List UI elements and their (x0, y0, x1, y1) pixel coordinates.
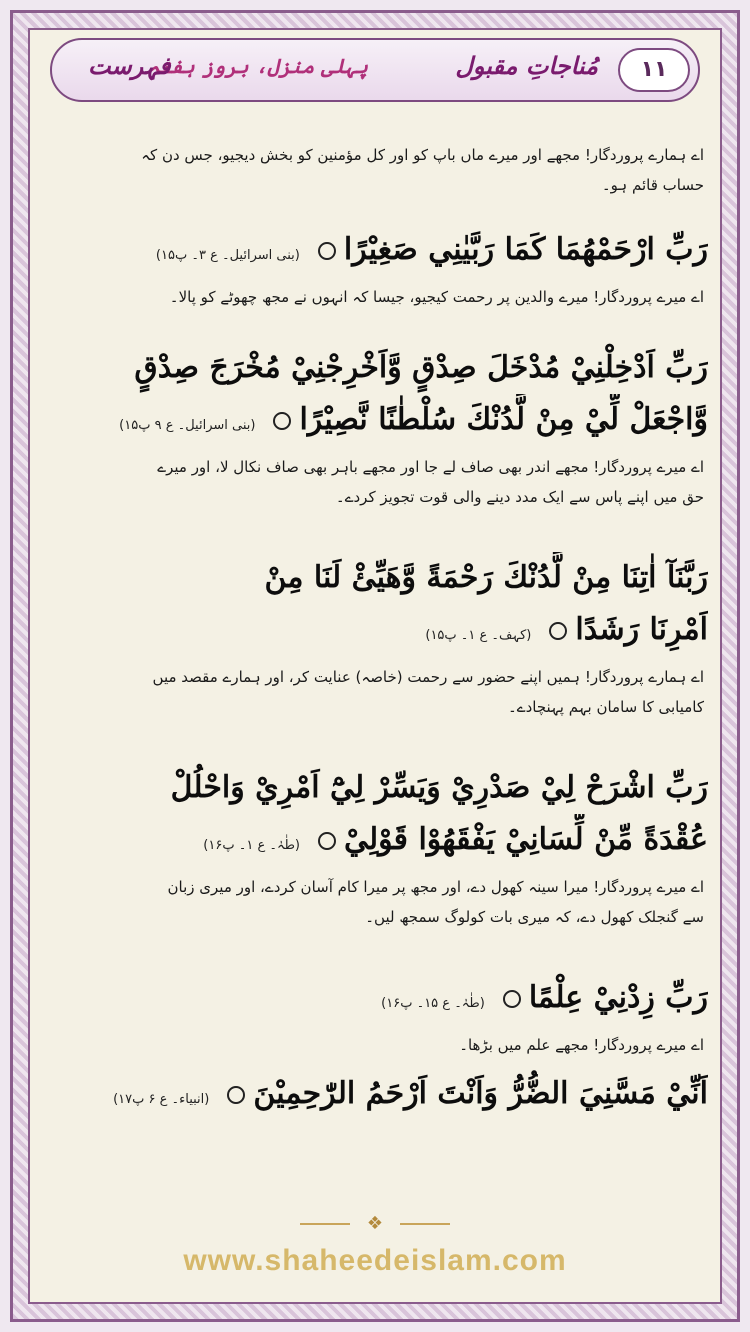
section-6 (40, 1068, 708, 1128)
section-3 (40, 552, 708, 762)
section-5 (40, 972, 708, 1068)
verse-end-icon (318, 242, 336, 260)
translation-line: اے ہمارے پروردگار! ہمیں اپنے حضور سے رحمت (خاصہ) عنایت کر، اور ہمارے مقصد میں (152, 668, 704, 686)
verse-end-icon (227, 1086, 245, 1104)
arabic-verse: اَمْرِنَا رَشَدًا(کہف۔ ع ۱۔ پ۱۵) (425, 612, 708, 647)
verse-end-icon (503, 990, 521, 1008)
translation-line: اے ہمارے پروردگار! مجھے اور میرے ماں باپ کو اور کل مؤمنین کو بخش دیجیو، جس دن کہ (141, 146, 704, 164)
page-number-badge: ۱۱ (618, 48, 690, 92)
chapter-subtitle: پہلی منزل، بروز ہفتہ (147, 54, 368, 78)
section-4 (40, 762, 708, 972)
verse-reference: (طٰہٰ۔ ع ۱۵۔ پ۱۶) (381, 996, 485, 1011)
arabic-verse: رَبِّ ارْحَمْهُمَا كَمَا رَبَّيٰنِي صَغِيْرًا(بنی اسرائیل۔ ع ۳۔ پ۱۵) (155, 232, 708, 267)
translation-line: اے میرے پروردگار! میرا سینہ کھول دے، اور مجھ پر میرا کام آسان کردے، اور میری زبان (167, 878, 704, 896)
verse-reference: (طٰہٰ۔ ع ۱۔ پ۱۶) (203, 838, 301, 853)
translation-line: سے گنجلک کھول دے، کہ میری بات کولوگ سمجھ لیں۔ (365, 908, 704, 926)
verse-reference: (انبیاء۔ ع ۶ پ۱۷) (113, 1092, 210, 1107)
arabic-verse: رَبِّ زِدْنِيْ عِلْمًا(طٰہٰ۔ ع ۱۵۔ پ۱۶) (381, 980, 708, 1015)
footer-ornament-icon: ❖ (300, 1214, 450, 1234)
section-2 (40, 342, 708, 552)
page-content (40, 140, 708, 1205)
verse-end-icon (549, 622, 567, 640)
section-0 (40, 140, 708, 224)
translation-line: حساب قائم ہو۔ (601, 176, 704, 194)
translation-line: اے میرے پروردگار! مجھے اندر بھی صاف لے جا اور مجھے باہر بھی صاف نکال لا، اور میرے (157, 458, 704, 476)
website-url[interactable]: www.shaheedeislam.com (183, 1244, 567, 1277)
verse-reference: (بنی اسرائیل۔ ع ۹ پ۱۵) (119, 418, 256, 433)
translation-line: کامیابی کا سامان بہم پہنچادے۔ (507, 698, 704, 716)
verse-reference: (بنی اسرائیل۔ ع ۳۔ پ۱۵) (155, 248, 300, 263)
translation-line: حق میں اپنے پاس سے ایک مدد دینے والی قوت تجویز کردے۔ (335, 488, 704, 506)
verse-end-icon (318, 832, 336, 850)
arabic-verse: رَبِّ اشْرَحْ لِيْ صَدْرِيْ وَيَسِّرْ لِيْٓ اَمْرِيْ وَاحْلُلْ (170, 770, 708, 805)
translation-line: اے میرے پروردگار! میرے والدین پر رحمت کیجیو، جیسا کہ انہوں نے مجھ چھوٹے کو پالا۔ (169, 288, 704, 306)
verse-end-icon (273, 412, 291, 430)
arabic-verse: رَبِّ اَدْخِلْنِيْ مُدْخَلَ صِدْقٍ وَّاَخْرِجْنِيْ مُخْرَجَ صِدْقٍ (134, 350, 708, 385)
translation-line: اے میرے پروردگار! مجھے علم میں بڑھا۔ (459, 1036, 704, 1054)
index-link[interactable]: فہرست (88, 52, 171, 80)
arabic-verse: وَّاجْعَلْ لِّيْ مِنْ لَّدُنْكَ سُلْطٰنًا نَّصِيْرًا(بنی اسرائیل۔ ع ۹ پ۱۵) (119, 402, 708, 437)
section-1 (40, 224, 708, 342)
verse-reference: (کہف۔ ع ۱۔ پ۱۵) (425, 628, 532, 643)
arabic-verse: اَنِّيْ مَسَّنِيَ الضُّرُّ وَاَنْتَ اَرْحَمُ الرّٰحِمِيْنَ(انبیاء۔ ع ۶ پ۱۷) (113, 1076, 708, 1111)
arabic-verse: رَبَّنَآ اٰتِنَا مِنْ لَّدُنْكَ رَحْمَةً وَّهَيِّئْ لَنَا مِنْ (264, 560, 708, 595)
page-header (50, 38, 700, 102)
arabic-verse: عُقْدَةً مِّنْ لِّسَانِيْ يَفْقَهُوْا قَوْلِيْ(طٰہٰ۔ ع ۱۔ پ۱۶) (203, 822, 708, 857)
book-title: مُناجاتِ مقبول (455, 52, 598, 80)
